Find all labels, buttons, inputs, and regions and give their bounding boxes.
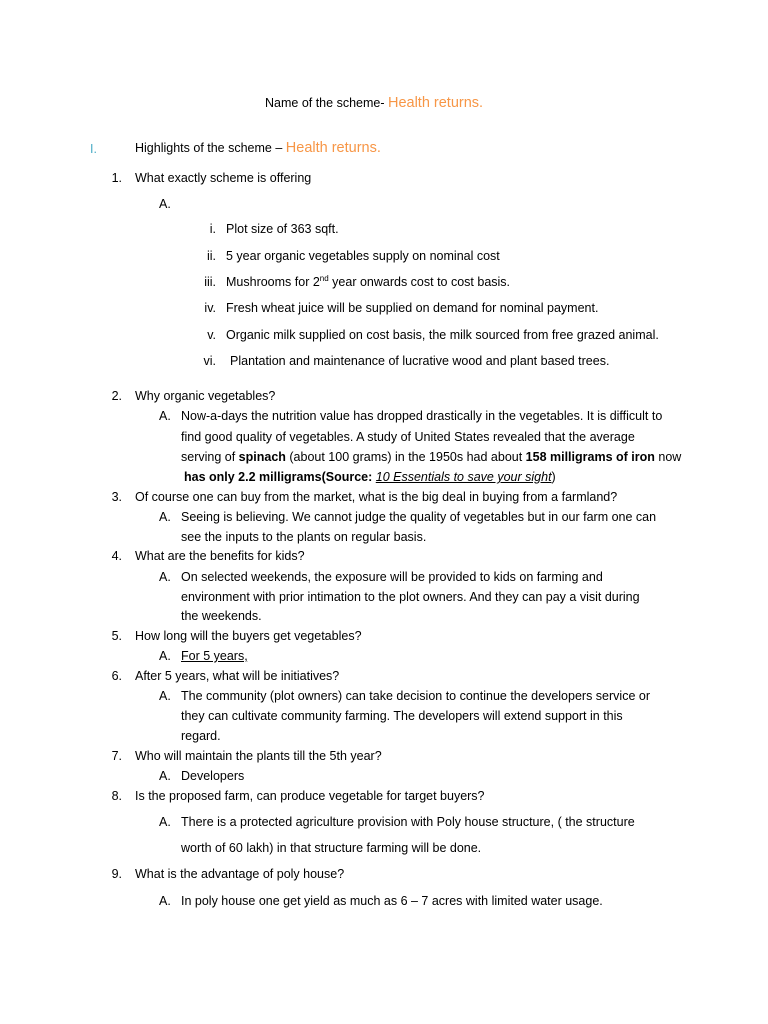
- roman-marker: ii.: [206, 249, 216, 263]
- offer-item: Plantation and maintenance of lucrative wood and plant based trees.: [230, 354, 610, 368]
- answer-marker: A.: [159, 570, 171, 584]
- offer-item: [226, 275, 510, 289]
- answer-text: On selected weekends, the exposure will be provided to kids on farming and: [181, 570, 603, 584]
- question-text: What exactly scheme is offering: [135, 171, 312, 185]
- answer-text: find good quality of vegetables. A study of United States revealed that the average: [181, 430, 635, 444]
- source-link[interactable]: 10 Essentials to save your sight: [375, 470, 552, 484]
- offer-item: Plot size of 363 sqft.: [226, 222, 339, 236]
- answer-text-bold: (Source:: [321, 470, 376, 484]
- answer-text: There is a protected agriculture provision with Poly house structure, ( the structure: [181, 815, 635, 829]
- answer-text: Seeing is believing. We cannot judge the quality of vegetables but in our farm one can: [181, 510, 657, 524]
- answer-text: [181, 450, 681, 464]
- question-text: Why organic vegetables?: [135, 389, 276, 403]
- answer-text: The community (plot owners) can take decision to continue the developers service or: [181, 689, 650, 703]
- question-number: 7.: [111, 749, 122, 763]
- roman-marker: i.: [209, 222, 216, 236]
- question-number: 5.: [111, 629, 122, 643]
- title-highlight: Health returns.: [387, 95, 484, 111]
- answer-marker: A.: [159, 409, 171, 423]
- answer-text: Now-a-days the nutrition value has dropped drastically in the vegetables. It is difficult to: [181, 409, 663, 423]
- question-number: 4.: [111, 549, 122, 563]
- question-text: Who will maintain the plants till the 5th year?: [135, 749, 382, 763]
- answer-text: [181, 649, 248, 663]
- answer-text: the weekends.: [181, 609, 262, 623]
- offer-item-text: year onwards cost to cost basis.: [328, 275, 511, 289]
- answer-marker: A.: [159, 510, 171, 524]
- answer-text-bold: 158 milligrams of iron: [525, 450, 655, 464]
- question-text: What are the benefits for kids?: [135, 549, 305, 563]
- section-heading-prefix: Highlights of the scheme –: [135, 141, 286, 155]
- question-number: 1.: [111, 171, 122, 185]
- question-text: Is the proposed farm, can produce vegetable for target buyers?: [135, 789, 485, 803]
- section-marker: I.: [90, 142, 97, 156]
- question-text: What is the advantage of poly house?: [135, 867, 345, 881]
- answer-text: they can cultivate community farming. The developers will extend support in this: [181, 709, 623, 723]
- roman-marker: v.: [207, 328, 216, 342]
- section-heading: [135, 141, 381, 155]
- question-number: 2.: [111, 389, 122, 403]
- answer-marker: A.: [159, 815, 171, 829]
- question-text: How long will the buyers get vegetables?: [135, 629, 362, 643]
- question-text: After 5 years, what will be initiatives?: [135, 669, 340, 683]
- question-number: 8.: [111, 789, 122, 803]
- answer-text-part: serving of: [181, 450, 239, 464]
- answer-text-underlined: For 5 years,: [181, 649, 248, 663]
- answer-text-bold: spinach: [238, 450, 286, 464]
- answer-text-part: (about 100 grams) in the 1950s had about: [285, 450, 526, 464]
- question-text: Of course one can buy from the market, what is the big deal in buying from a farmland?: [135, 490, 618, 504]
- roman-marker: iv.: [204, 301, 216, 315]
- question-number: 3.: [111, 490, 122, 504]
- answer-text-part: now: [654, 450, 682, 464]
- title-prefix: Name of the scheme-: [265, 96, 388, 110]
- answer-marker: A.: [159, 894, 171, 908]
- question-number: 6.: [111, 669, 122, 683]
- answer-text: In poly house one get yield as much as 6 – 7 acres with limited water usage.: [181, 894, 603, 908]
- question-number: 9.: [111, 867, 122, 881]
- page-title: [265, 96, 483, 110]
- roman-marker: vi.: [203, 354, 216, 368]
- ordinal-suffix: nd: [319, 273, 329, 283]
- roman-marker: iii.: [204, 275, 216, 289]
- answer-marker: A.: [159, 769, 171, 783]
- answer-text: [184, 470, 556, 484]
- sub-marker: A.: [159, 197, 171, 211]
- answer-text: worth of 60 lakh) in that structure farming will be done.: [181, 841, 482, 855]
- answer-text: regard.: [181, 729, 221, 743]
- answer-text: see the inputs to the plants on regular basis.: [181, 530, 427, 544]
- answer-text-bold: has only 2.2 milligrams: [184, 470, 322, 484]
- answer-text-part: ): [551, 470, 556, 484]
- offer-item: 5 year organic vegetables supply on nominal cost: [226, 249, 500, 263]
- answer-marker: A.: [159, 649, 171, 663]
- offer-item: Organic milk supplied on cost basis, the milk sourced from free grazed animal.: [226, 328, 659, 342]
- section-heading-highlight: Health returns.: [285, 140, 381, 156]
- offer-item-text: Mushrooms for 2: [226, 275, 320, 289]
- answer-text: Developers: [181, 769, 245, 783]
- answer-text: environment with prior intimation to the plot owners. And they can pay a visit during: [181, 590, 640, 604]
- answer-marker: A.: [159, 689, 171, 703]
- offer-item: Fresh wheat juice will be supplied on demand for nominal payment.: [226, 301, 599, 315]
